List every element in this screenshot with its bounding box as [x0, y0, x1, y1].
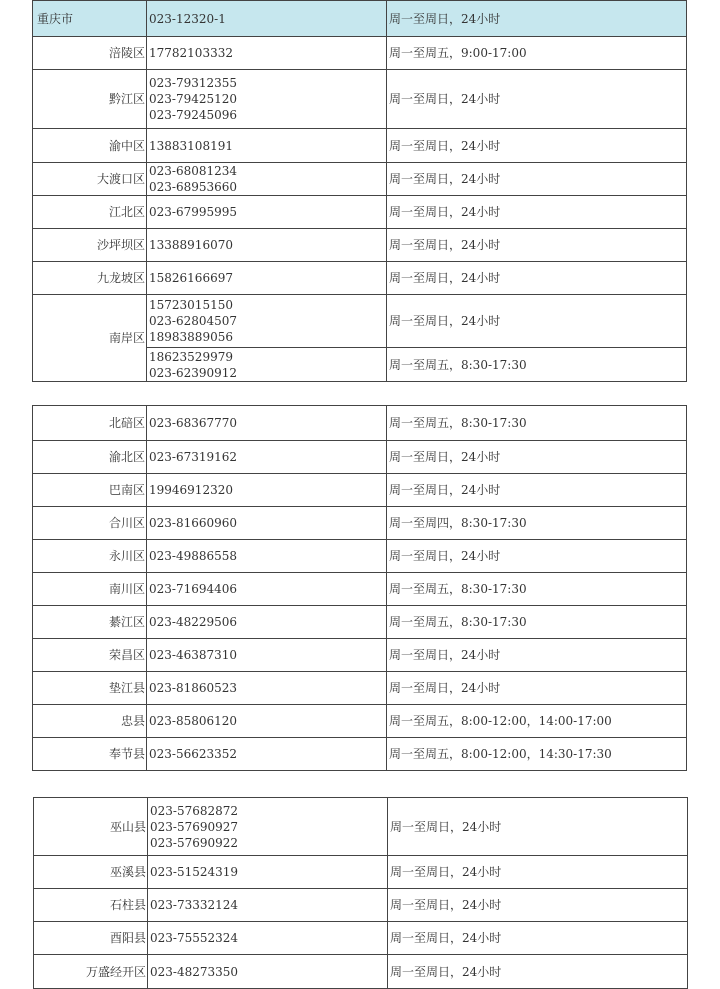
table-row	[34, 856, 688, 889]
table-row	[33, 163, 687, 196]
hours-cell: 周一至周日，24小时	[387, 295, 687, 348]
table-row	[33, 672, 687, 705]
hours-cell: 周一至周日，24小时	[387, 229, 687, 262]
district-cell: 垫江县	[33, 672, 147, 705]
phone-number: 023-62390912	[149, 365, 238, 380]
phone-number: 023-79312355	[149, 76, 238, 90]
phone-cell	[148, 922, 388, 955]
district-cell: 万盛经开区	[34, 955, 148, 989]
phone-cell	[147, 507, 387, 540]
hours-cell: 周一至周日，24小时	[387, 1, 687, 37]
district-cell: 渝中区	[33, 129, 147, 163]
phone-cell	[147, 540, 387, 573]
hours-cell: 周一至周日，24小时	[387, 540, 687, 573]
district-cell: 合川区	[33, 507, 147, 540]
phone-number: 15723015150	[149, 298, 233, 312]
district-cell: 石柱县	[34, 889, 148, 922]
district-cell: 九龙坡区	[33, 262, 147, 295]
phone-number: 023-48229506	[149, 615, 238, 629]
district-cell: 忠县	[33, 705, 147, 738]
phone-number: 023-75552324	[150, 931, 239, 945]
hours-cell: 周一至周日，24小时	[387, 129, 687, 163]
phone-number: 023-49886558	[149, 549, 238, 563]
hours-cell: 周一至周日，24小时	[387, 441, 687, 474]
phone-number: 023-73332124	[150, 898, 239, 912]
phone-cell	[147, 406, 387, 441]
district-cell: 沙坪坝区	[33, 229, 147, 262]
hours-cell: 周一至周日，24小时	[387, 672, 687, 705]
district-cell: 南岸区	[33, 295, 147, 382]
phone-cell	[148, 856, 388, 889]
phone-cell	[147, 70, 387, 129]
table-row	[33, 229, 687, 262]
hours-cell: 周一至周四，8:30-17:30	[387, 507, 687, 540]
hours-cell: 周一至周日，24小时	[388, 798, 688, 856]
phone-cell	[147, 738, 387, 771]
district-cell: 綦江区	[33, 606, 147, 639]
phone-cell	[147, 441, 387, 474]
phone-number: 13388916070	[149, 238, 233, 252]
phone-number: 023-56623352	[149, 747, 238, 761]
hotline-table-3	[33, 797, 688, 989]
phone-number: 023-57690922	[150, 835, 239, 850]
table-row	[33, 639, 687, 672]
table-row	[34, 798, 688, 856]
district-cell: 巫溪县	[34, 856, 148, 889]
phone-number: 023-51524319	[150, 865, 239, 879]
phone-cell	[147, 129, 387, 163]
table-row	[33, 295, 687, 348]
district-cell: 涪陵区	[33, 37, 147, 70]
phone-number: 15826166697	[149, 271, 233, 285]
district-cell: 永川区	[33, 540, 147, 573]
phone-cell	[147, 639, 387, 672]
phone-cell	[147, 295, 387, 348]
phone-number: 17782103332	[149, 46, 233, 60]
table-row	[33, 573, 687, 606]
phone-number: 023-67995995	[149, 205, 238, 219]
phone-cell	[147, 229, 387, 262]
phone-number: 023-62804507	[149, 314, 238, 328]
phone-number: 023-81660960	[149, 516, 238, 530]
phone-number: 023-68081234	[149, 164, 238, 178]
district-cell: 酉阳县	[34, 922, 148, 955]
district-cell: 江北区	[33, 196, 147, 229]
phone-number: 023-85806120	[149, 714, 238, 728]
phone-cell	[147, 262, 387, 295]
hours-cell: 周一至周五，8:30-17:30	[387, 348, 687, 382]
table-row	[33, 441, 687, 474]
table-row	[33, 507, 687, 540]
phone-cell	[147, 672, 387, 705]
phone-cell	[147, 474, 387, 507]
table-row	[33, 70, 687, 129]
phone-number: 023-67319162	[149, 450, 238, 464]
phone-number: 023-68367770	[149, 416, 238, 430]
table-row	[33, 129, 687, 163]
hours-cell: 周一至周日，24小时	[387, 196, 687, 229]
phone-number: 023-48273350	[150, 964, 239, 979]
district-cell: 南川区	[33, 573, 147, 606]
table-row	[33, 540, 687, 573]
phone-cell	[147, 196, 387, 229]
table-row	[33, 262, 687, 295]
table-row	[33, 196, 687, 229]
table-row	[34, 922, 688, 955]
district-cell: 北碚区	[33, 406, 147, 441]
phone-cell	[147, 606, 387, 639]
table-row	[33, 474, 687, 507]
phone-cell	[147, 705, 387, 738]
phone-cell	[147, 1, 387, 37]
district-cell: 大渡口区	[33, 163, 147, 196]
table-row	[33, 705, 687, 738]
phone-number: 18983889056	[149, 330, 233, 344]
district-cell: 渝北区	[33, 441, 147, 474]
district-cell: 重庆市	[33, 1, 147, 37]
phone-cell	[148, 889, 388, 922]
table-row	[33, 37, 687, 70]
hours-cell: 周一至周日，24小时	[387, 639, 687, 672]
district-cell: 巴南区	[33, 474, 147, 507]
phone-cell	[147, 37, 387, 70]
phone-number: 023-79425120	[149, 92, 238, 106]
phone-number: 023-68953660	[149, 180, 238, 194]
hotline-table-2	[32, 405, 687, 771]
hours-cell: 周一至周日，24小时	[388, 922, 688, 955]
district-cell: 奉节县	[33, 738, 147, 771]
table-row	[34, 955, 688, 989]
phone-cell	[148, 955, 388, 989]
hours-cell: 周一至周日，24小时	[387, 70, 687, 129]
phone-number: 023-81860523	[149, 681, 238, 695]
hours-cell: 周一至周五，9:00-17:00	[387, 37, 687, 70]
hours-cell: 周一至周五，8:30-17:30	[387, 573, 687, 606]
district-cell: 巫山县	[34, 798, 148, 856]
hours-cell: 周一至周五，8:30-17:30	[387, 406, 687, 441]
phone-cell	[147, 163, 387, 196]
phone-cell	[147, 573, 387, 606]
phone-number: 023-79245096	[149, 108, 238, 122]
hours-cell: 周一至周日，24小时	[388, 889, 688, 922]
phone-number: 19946912320	[149, 483, 233, 497]
phone-number: 023-57690927	[150, 819, 239, 834]
hours-cell: 周一至周五，8:00-12:00，14:00-17:00	[387, 705, 687, 738]
district-cell: 荣昌区	[33, 639, 147, 672]
phone-number: 023-46387310	[149, 648, 238, 662]
hours-cell: 周一至周五，8:00-12:00，14:30-17:30	[387, 738, 687, 771]
table-row	[34, 889, 688, 922]
hours-cell: 周一至周日，24小时	[388, 856, 688, 889]
phone-number: 023-71694406	[149, 582, 238, 596]
hours-cell: 周一至周日，24小时	[387, 262, 687, 295]
phone-number: 023-57682872	[150, 803, 239, 818]
phone-cell	[147, 348, 387, 382]
hours-cell: 周一至周日，24小时	[387, 163, 687, 196]
district-cell: 黔江区	[33, 70, 147, 129]
table-row	[33, 1, 687, 37]
hours-cell: 周一至周五，8:30-17:30	[387, 606, 687, 639]
phone-number: 023-12320-1	[149, 11, 226, 26]
hotline-table-1	[32, 0, 687, 382]
table-row	[33, 738, 687, 771]
table-row	[33, 606, 687, 639]
table-row	[33, 406, 687, 441]
phone-number: 13883108191	[149, 138, 233, 153]
hours-cell: 周一至周日，24小时	[387, 474, 687, 507]
phone-cell	[148, 798, 388, 856]
phone-number: 18623529979	[149, 349, 233, 364]
hours-cell: 周一至周日，24小时	[388, 955, 688, 989]
